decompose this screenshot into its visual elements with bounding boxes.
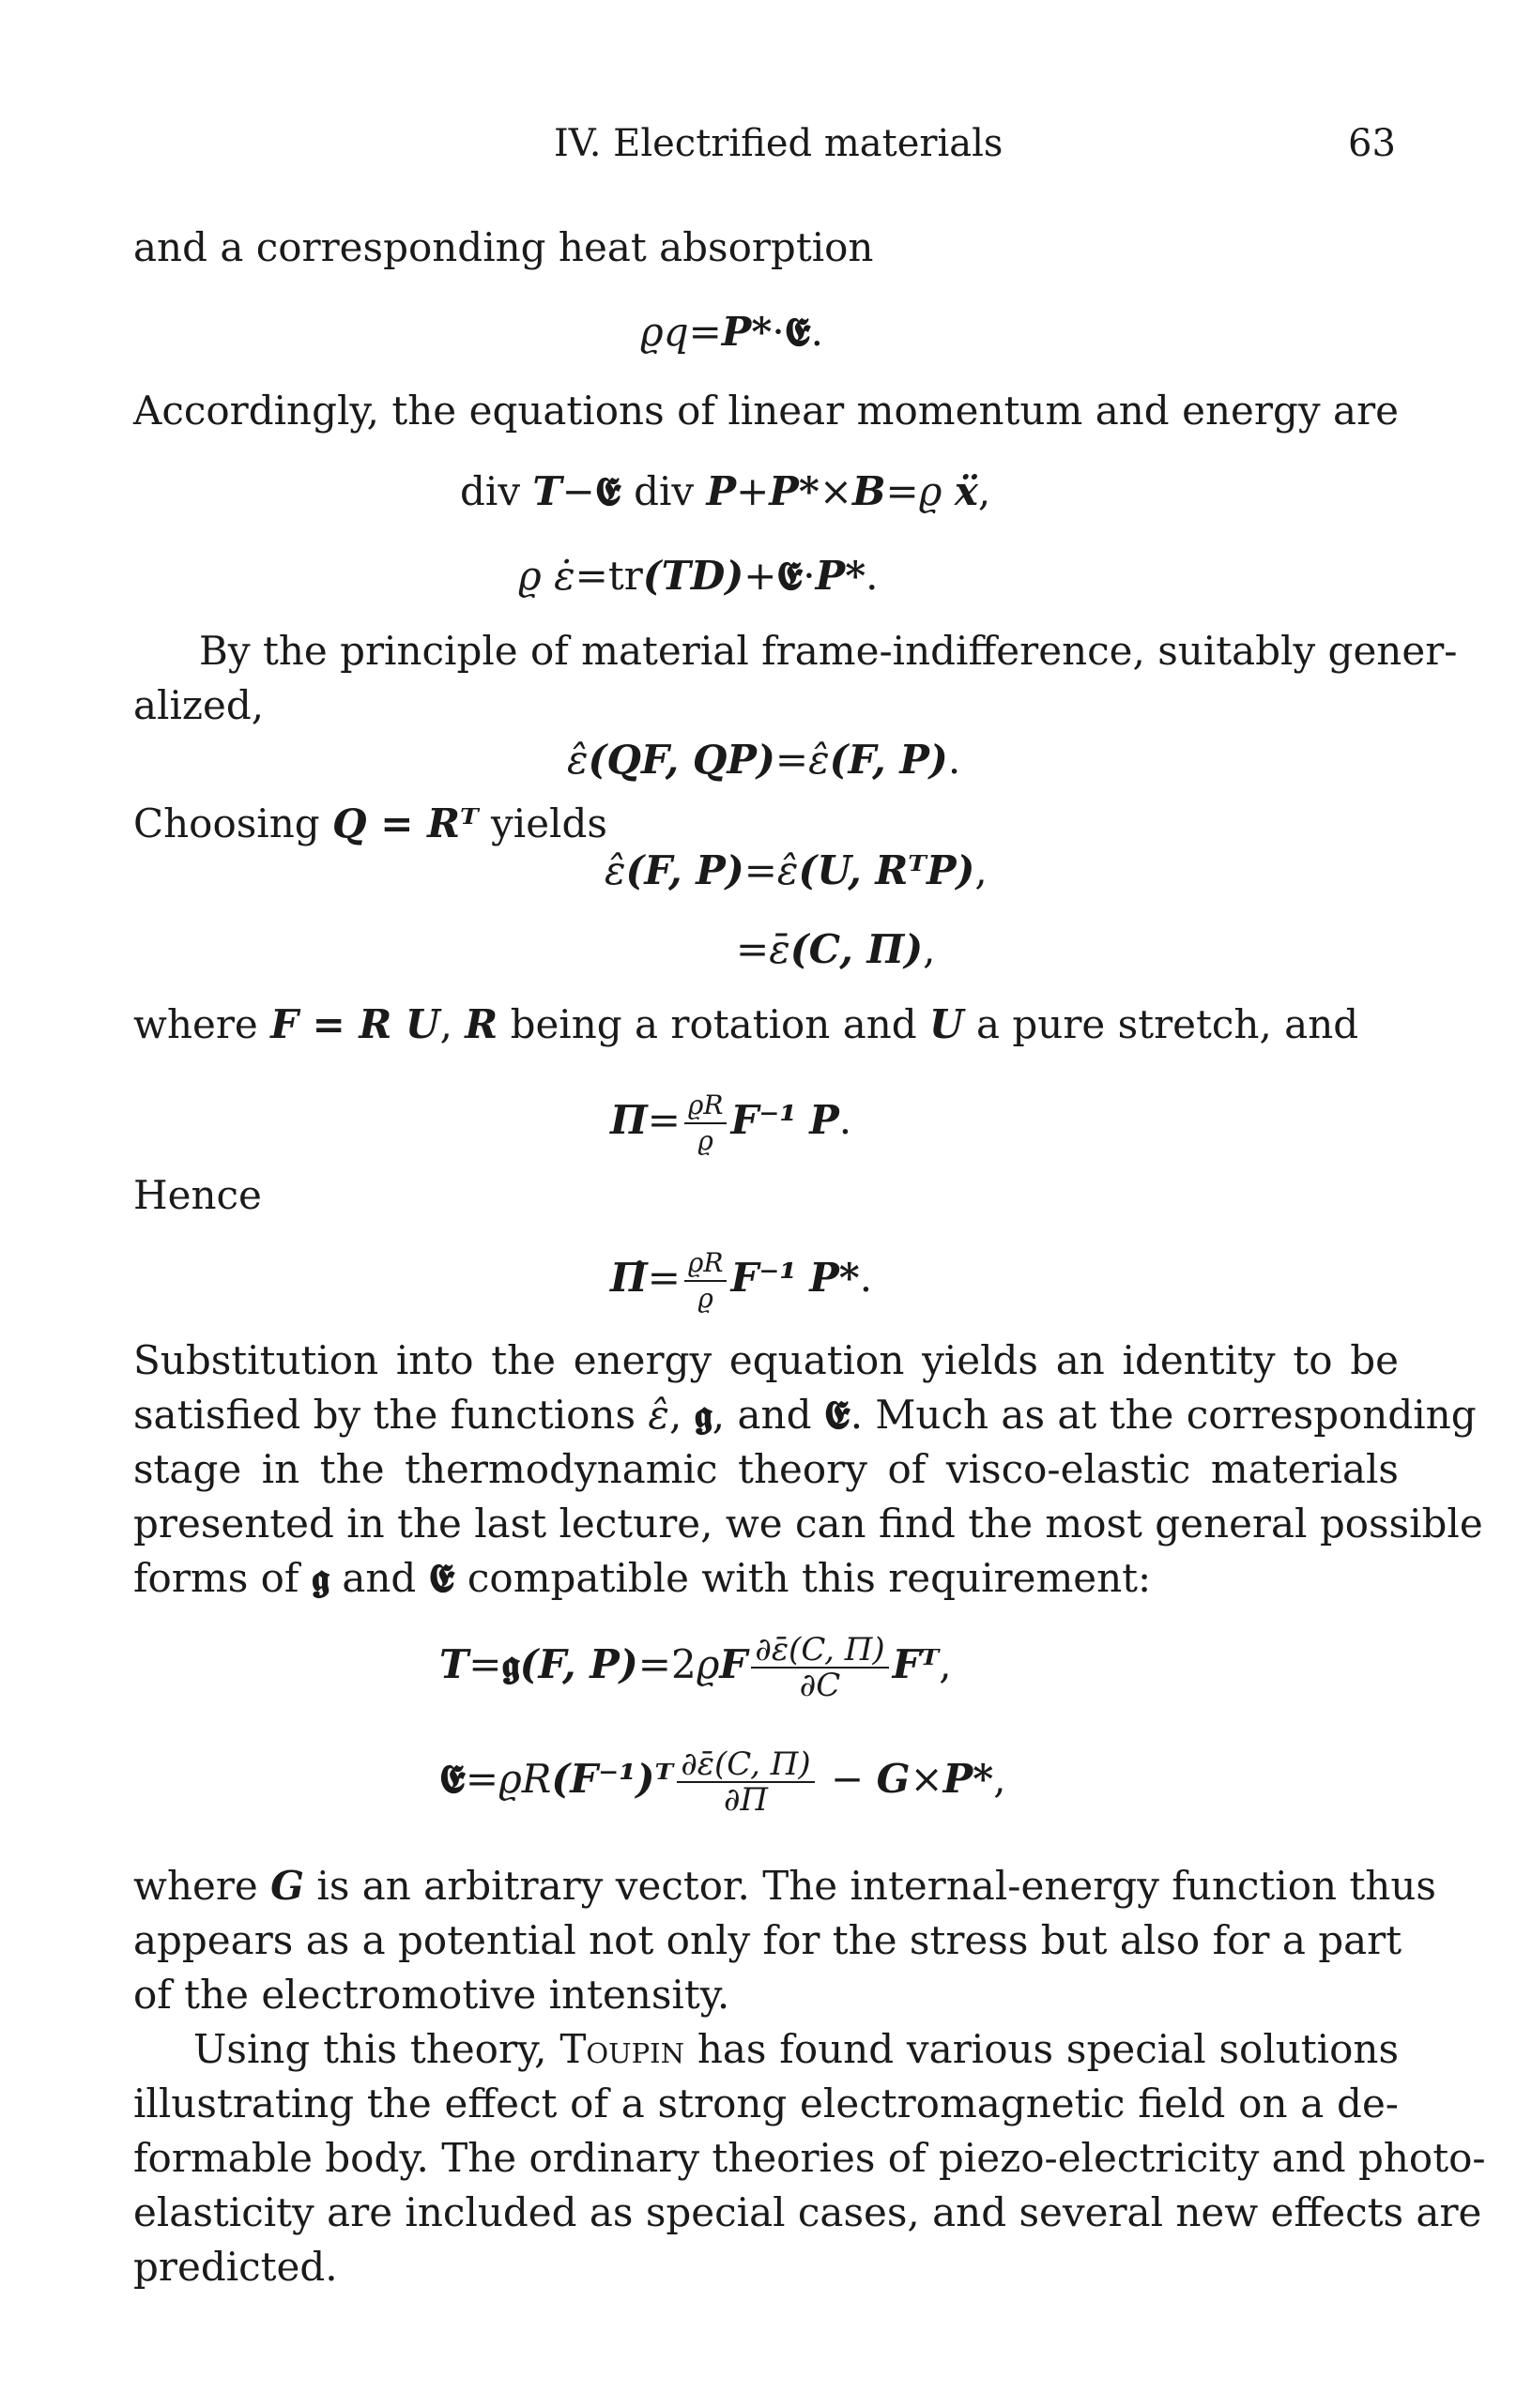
text-line-functions: satisfied by the functions ε̂, 𝖌, and 𝕰. Much as at the corresponding xyxy=(133,1392,1477,1438)
text-line: presented in the last lecture, we can find the most general possible xyxy=(133,1501,1483,1547)
equation-electromotive: 𝕰=ϱR(F⁻¹)ᵀ $\frac{\partial\varepsilon̄(C, \Pi)}{\partial\Pi}$ − G×P*, xyxy=(439,1745,1006,1819)
text-line: illustrating the effect of a strong electromagnetic field on a de- xyxy=(133,2080,1399,2126)
text-line: By the principle of material frame-indifference, suitably gener- xyxy=(199,628,1458,674)
text-line: Hence xyxy=(133,1172,262,1218)
text-line-toupin: Using this theory, Toupin has found various special solutions xyxy=(193,2026,1400,2072)
text-line-forms: forms of 𝖌 and 𝕰 compatible with this requirement: xyxy=(133,1555,1152,1601)
text-line: and a corresponding heat absorption xyxy=(133,224,874,270)
text-line-where-g: where G is an arbitrary vector. The internal-energy function thus xyxy=(133,1863,1436,1909)
equation-reduced-1: ε̂(F, P)=ε̂(U, RᵀP), xyxy=(605,847,988,893)
equation-pi-dot: Π̇= $\frac{ϱR}{ϱ}$ F⁻¹ P*. xyxy=(610,1247,873,1314)
running-title: IV. Electrified materials xyxy=(554,122,1003,165)
equation-frame-indifference: ε̂(QF, QP)=ε̂(F, P). xyxy=(567,737,961,783)
text-line: formable body. The ordinary theories of piezo-electricity and photo- xyxy=(133,2135,1486,2181)
text-line: of the electromotive intensity. xyxy=(133,1972,730,2018)
text-line-choosing: Choosing Q = Rᵀ yields xyxy=(133,800,607,846)
equation-pi: Π= $\frac{ϱR}{ϱ}$ F⁻¹ P. xyxy=(610,1090,852,1156)
text-line: appears as a potential not only for the stress but also for a part xyxy=(133,1917,1402,1963)
equation-energy: ϱ ε̇=tr(TD)+𝕰·P*. xyxy=(518,553,879,599)
equation-stress: T=𝖌(F, P)=2ϱF $\frac{\partial\varepsilon̄(C, \Pi)}{\partial C}$ Fᵀ, xyxy=(439,1631,952,1704)
text-line-where: where F = R U, R being a rotation and U a pure stretch, and xyxy=(133,1001,1359,1047)
text-line: elasticity are included as special cases, and several new effects are xyxy=(133,2189,1482,2235)
equation-heat-absorption: ϱq=P*·𝕰. xyxy=(640,309,823,355)
page-number: 63 xyxy=(1348,122,1396,165)
equation-momentum: div T−𝕰 div P+P*×B=ϱ ẍ, xyxy=(460,468,991,514)
text-line: Substitution into the energy equation yields an identity to be xyxy=(133,1337,1399,1383)
text-line: Accordingly, the equations of linear momentum and energy are xyxy=(133,388,1399,434)
text-line: alized, xyxy=(133,682,265,728)
text-line: stage in the thermodynamic theory of visco-elastic materials xyxy=(133,1446,1399,1492)
equation-reduced-2: =ε̄(C, Π), xyxy=(736,926,936,972)
text-line: predicted. xyxy=(133,2244,338,2290)
